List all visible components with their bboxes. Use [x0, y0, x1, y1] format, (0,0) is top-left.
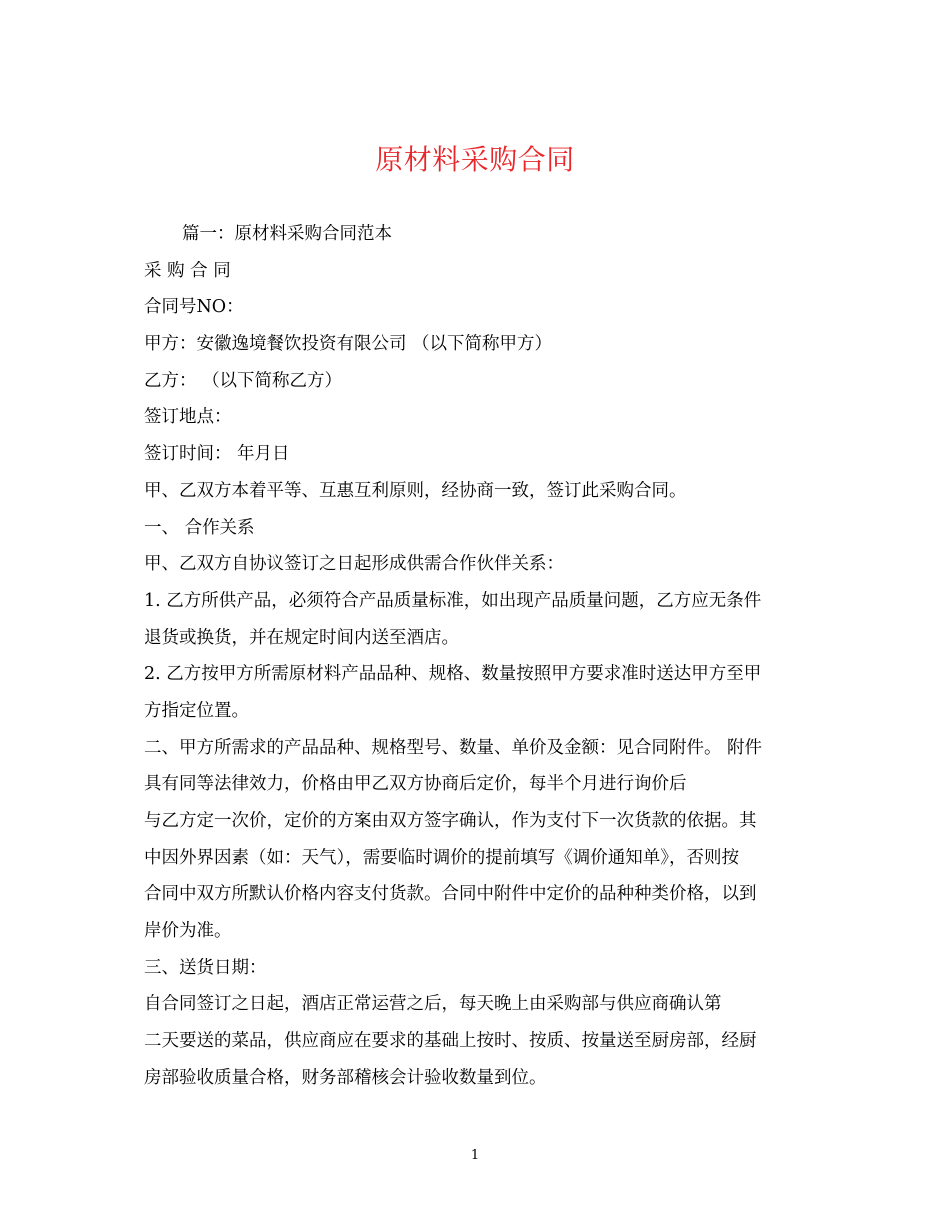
paragraph-line: 合同中双方所默认价格内容支付货款。合同中附件中定价的品种种类价格，以到 [144, 884, 757, 905]
paragraph-line: 具有同等法律效力，价格由甲乙双方协商后定价，每半个月进行询价后 [144, 774, 687, 795]
party-b-line: 乙方： （以下简称乙方） [144, 370, 343, 391]
section-heading: 篇一：原材料采购合同范本 [182, 224, 392, 244]
contract-number-line: 合同号NO： [144, 297, 244, 318]
signing-place-line: 签订地点： [144, 407, 232, 428]
paragraph-line: 岸价为准。 [144, 921, 232, 942]
paragraph-line: 甲、乙双方自协议签订之日起形成供需合作伙伴关系： [144, 554, 564, 575]
page-number: 1 [470, 1148, 480, 1163]
paragraph-line: 二天要送的菜品，供应商应在要求的基础上按时、按质、按量送至厨房部，经厨 [144, 1031, 757, 1052]
paragraph-line: 房部验收质量合格，财务部稽核会计验收数量到位。 [144, 1067, 547, 1088]
contract-heading: 采 购 合 同 [144, 260, 231, 281]
paragraph-line: 2. 乙方按甲方所需原材料产品品种、规格、数量按照甲方要求准时送达甲方至甲 [144, 664, 762, 685]
paragraph-line: 1. 乙方所供产品，必须符合产品质量标准，如出现产品质量问题，乙方应无条件 [144, 590, 762, 611]
party-a-line: 甲方：安徽逸境餐饮投资有限公司 （以下简称甲方） [144, 334, 553, 355]
paragraph-line: 自合同签订之日起，酒店正常运营之后，每天晚上由采购部与供应商确认第 [144, 994, 722, 1015]
paragraph-line: 中因外界因素（如：天气），需要临时调价的提前填写《调价通知单》，否则按 [144, 847, 739, 868]
clause-heading: 一、 合作关系 [144, 517, 255, 538]
document-title: 原材料采购合同 [375, 143, 575, 176]
paragraph-line: 与乙方定一次价，定价的方案由双方签字确认，作为支付下一次货款的依据。其 [144, 811, 757, 831]
paragraph-line: 方指定位置。 [144, 700, 249, 721]
signing-time-line: 签订时间： 年月日 [144, 444, 290, 465]
paragraph-line: 退货或换货，并在规定时间内送至酒店。 [144, 627, 459, 648]
paragraph-line: 甲、乙双方本着平等、互惠互利原则，经协商一致，签订此采购合同。 [144, 480, 687, 501]
clause-heading: 二、甲方所需求的产品品种、规格型号、数量、单价及金额：见合同附件。 附件 [144, 737, 763, 758]
document-body [144, 216, 809, 1097]
clause-heading: 三、送货日期： [144, 957, 267, 978]
